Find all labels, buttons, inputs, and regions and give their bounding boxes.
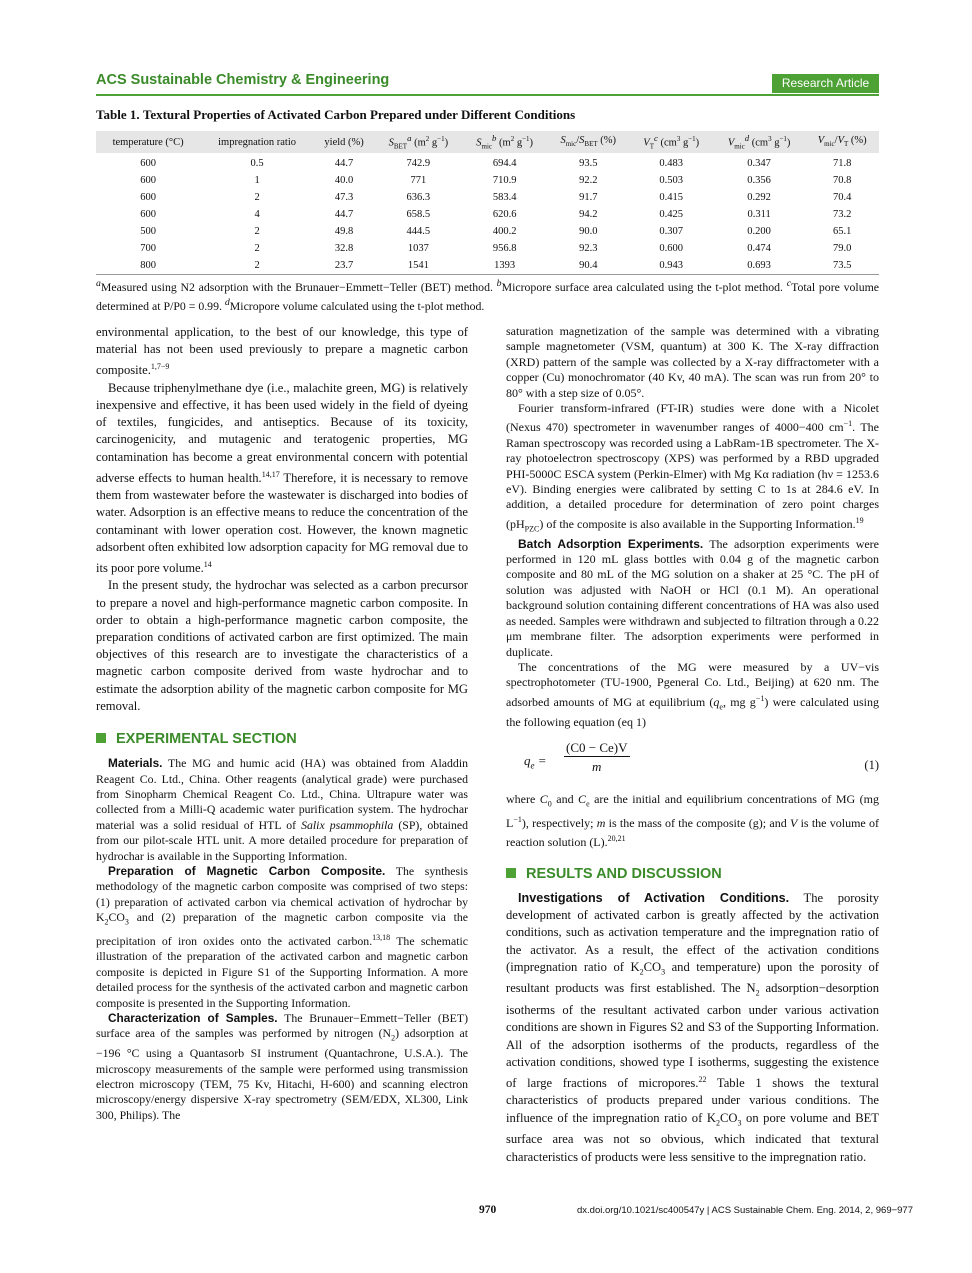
table-cell: 710.9	[492, 175, 517, 186]
equation-fraction	[564, 740, 630, 775]
table-cell: 771	[410, 175, 427, 186]
table-row	[96, 153, 879, 172]
table-cell: 600	[140, 175, 156, 186]
body-paragraph: Batch Adsorption Experiments. The adsorption experiments were performed in 120 mL glass bottles with 0.04 g of the magnetic carbon composite and 80 mL of the MG solution on a shaker at 25 °C. The pH of solution was adjusted with NaOH or HCl (0.1 M). An operational background solution containing different concentrations of HA was also used as needed. Samples were withdrawn and subjected to filtration through a 0.22 μm membrane filter. The adsorption experiments were performed in duplicate.	[506, 536, 880, 659]
table-cell: 444.5	[406, 226, 431, 237]
table-row	[96, 172, 879, 189]
table-cell: 44.7	[334, 209, 354, 220]
table-cell: 70.4	[833, 192, 852, 203]
equation-1	[506, 738, 879, 788]
table-row	[96, 189, 879, 206]
table-cell: 70.8	[833, 175, 852, 186]
body-paragraph: Materials. The MG and humic acid (HA) was obtained from Aladdin Reagent Co. Ltd., China. Other reagents (analytical grade) were purchased from Sinopharm Chemical Reagent Co. Ltd., China. Ultrapure water was collected from a Milli-Q academic water purification system. The hydrochar material was a solid residual of HTL of Salix psammophila (SP), obtained from our pilot-scale HTL unit. A more detailed procedure for preparation of hydrochar is available in the Supporting Information.	[96, 756, 468, 863]
table-row	[96, 240, 879, 257]
body-paragraph: Investigations of Activation Conditions. The porosity development of activated carbon is greatly affected by the activation conditions, such as activation temperature and the impregnation ratio of the activator. As a result, the effect of the activation conditions (impregnation ratio of $K_2CO_3$ and temperature) upon the porosity of resultant products was first established. The $N_2$ adsorption−desorption isotherms of the resultant activated carbon under various activation conditions are shown in Figures S2 and S3 of the Supporting Information. All of the adsorption isotherms of the products, regardless of the activation conditions, showed type I isotherms, suggesting the existence of large fractions of micropores.$^{22}$ Table 1 shows the textural characteristics of products prepared under various conditions. The influence of the impregnation ratio of $K_2CO_3$ on pore volume and BET surface area was not so obvious, which indicated that textural characteristics of products were less sensitive to the impregnation ratio.	[506, 890, 879, 1164]
table-cell: 1393	[462, 257, 546, 275]
section-heading-experimental: EXPERIMENTAL SECTION	[96, 731, 468, 748]
subheading-materials: Materials.	[108, 756, 163, 771]
table-cell: 0.474	[747, 243, 771, 254]
table-cell: 0.600	[659, 243, 684, 254]
body-paragraph: where $C_0$ and $C_e$ are the initial and equilibrium concentrations of MG (mg $L^{-1}$), respectively; m is the mass of the composite (g); and V is the volume of reaction solution (L).$^{20,21}$	[506, 791, 880, 850]
table-cell: 600	[140, 209, 156, 220]
table-cell: 40.0	[334, 175, 354, 186]
table-cell: 0.943	[630, 257, 713, 275]
section-heading-results: RESULTS AND DISCUSSION	[506, 867, 879, 882]
table-row	[96, 257, 879, 275]
table-cell: 0.483	[659, 158, 684, 169]
table-cell: 800	[96, 257, 200, 275]
body-paragraph: saturation magnetization of the sample was determined with a vibrating sample magnetometer (VSM, quantum) at 300 K. The X-ray diffraction (XRD) pattern of the sample was collected by a X-ray diffractometer with a copper (Cu) monochromator (40 Kv, 40 mA). The scan was run from 20° to 80° with a step size of 0.05°.	[506, 324, 879, 400]
col-vt: $V_T^c$ ($cm^3$ $g^{-1}$)	[630, 131, 713, 153]
body-paragraph: Preparation of Magnetic Carbon Composite. The synthesis methodology of the magnetic carbon composite was comprised of two steps: (1) preparation of activated carbon via chemical activation of hydrochar by $K_2CO_3$ and (2) preparation of the magnetic carbon composite via the precipitation of iron oxides onto the activated carbon.$^{13,18}$ The schematic illustration of the preparation of the activated carbon and magnetic carbon composite is depicted in Figure S1 of the Supporting Information. A more detailed process for the synthesis of the activated carbon and magnetic carbon composite is presented in the Supporting Information.	[96, 864, 468, 1010]
equation-denominator: m	[592, 759, 602, 775]
subheading-batch: Batch Adsorption Experiments.	[518, 536, 704, 551]
col-temperature: temperature (°C)	[96, 131, 200, 153]
doi-citation: dx.doi.org/10.1021/sc400547y | ACS Sustainable Chem. Eng. 2014, 2, 969−977	[577, 1205, 913, 1216]
article-type-badge: Research Article	[772, 74, 879, 93]
equation-lhs: $q_e$ =	[524, 752, 547, 771]
table-cell: 2	[254, 226, 260, 237]
section-marker-icon	[506, 868, 516, 878]
subheading-preparation: Preparation of Magnetic Carbon Composite.	[108, 864, 386, 879]
table-cell: 91.7	[579, 192, 598, 203]
table-cell: 71.8	[833, 158, 852, 169]
body-paragraph: In the present study, the hydrochar was selected as a carbon precursor to prepare a novel and high-performance magnetic carbon composite. In order to obtain a high-performance magnetic carbon composite, the preparation conditions of activated carbon are first optimized. The main objectives of this research are to investigate the characteristics of a magnetic carbon composite derived from waste hydrochar and to estimate the adsorption ability of the magnetic carbon composite for MG removal.	[96, 578, 468, 713]
subheading-investigations: Investigations of Activation Conditions.	[518, 890, 790, 905]
right-column	[506, 324, 879, 1166]
table-caption-text: Textural Properties of Activated Carbon Prepared under Different Conditions	[142, 107, 576, 122]
table-cell: 23.7	[314, 257, 374, 275]
table-cell: 658.5	[406, 209, 431, 220]
table-cell: 0.307	[659, 226, 684, 237]
table-cell: 92.2	[579, 175, 598, 186]
col-impregnation-ratio: impregnation ratio	[200, 131, 314, 153]
table-cell: 90.4	[547, 257, 630, 275]
table-cell: 1	[254, 175, 260, 186]
table-cell: 92.3	[579, 243, 598, 254]
col-smic-sbet: $S_{mic}/S_{BET}$ (%)	[547, 131, 630, 153]
subheading-characterization: Characterization of Samples.	[108, 1011, 278, 1026]
col-smic: $S_{mic}^b$ ($m^2$ $g^{-1}$)	[462, 131, 546, 153]
body-paragraph: The concentrations of the MG were measured by a UV−vis spectrophotometer (TU-1900, Pgeneral Co. Ltd., Beijing) at 620 nm. The adsorbed amounts of MG at equilibrium ($q_e$, mg $g^{-1}$) were calculated using the following equation (eq 1)	[506, 659, 879, 729]
footnote-b: Micropore surface area calculated using the t-plot method.	[501, 279, 783, 294]
table-cell: 79.0	[833, 243, 852, 254]
table-cell: 0.693	[713, 257, 806, 275]
section-marker-icon	[96, 733, 106, 743]
table-cell: 4	[254, 209, 260, 220]
col-sbet: $S_{BET}^a$ ($m^2$ $g^{-1}$)	[374, 131, 462, 153]
table-cell: 583.4	[492, 192, 517, 203]
body-paragraph: Fourier transform-infrared (FT-IR) studies were done with a Nicolet (Nexus 470) spectrometer in wavenumber ranges of 4000−400 $cm^{-1}$. The Raman spectroscopy was recorded using a LabRam-1B spectrometer. The X-ray photoelectron spectroscopy (XPS) was performed by a RBD upgraded PHI-5000C ESCA system (Perkin-Elmer) with Mg Kα radiation (hν = 1253.6 eV). Binding energies were calibrated by setting C to 1s at 284.6 eV. In addition, a detailed procedure for determination of zero point charges $(pH_{PZC})$ of the composite is also available in the Supporting Information.$^{19}$	[506, 401, 879, 534]
col-vmic: $V_{mic}^d$ ($cm^3$ $g^{-1}$)	[713, 131, 806, 153]
table-cell: 49.8	[334, 226, 354, 237]
equation-number: (1)	[864, 757, 879, 772]
table-cell: 90.0	[579, 226, 598, 237]
footnote-d: Micropore volume calculated using the t-plot method.	[229, 298, 485, 313]
table-cell: 620.6	[492, 209, 517, 220]
table-cell: 1037	[407, 243, 429, 254]
table-header-row	[96, 131, 879, 153]
table-cell: 636.3	[406, 192, 431, 203]
table-cell: 956.8	[492, 243, 517, 254]
table-cell: 93.5	[579, 158, 598, 169]
footnote-a: Measured using N2 adsorption with the Brunauer−Emmett−Teller (BET) method.	[100, 279, 493, 294]
table-cell: 0.356	[747, 175, 771, 186]
table-cell: 0.5	[250, 158, 264, 169]
table-cell: 500	[140, 226, 156, 237]
header-rule	[96, 94, 879, 96]
equation-numerator: (C0 − Ce)V	[564, 740, 630, 757]
table-cell: 1541	[374, 257, 462, 275]
col-yield: yield (%)	[314, 131, 374, 153]
table-cell: 73.5	[805, 257, 879, 275]
table-cell: 94.2	[579, 209, 598, 220]
table-cell: 47.3	[334, 192, 354, 203]
textural-properties-table	[96, 131, 879, 275]
body-paragraph: environmental application, to the best of our knowledge, this type of material has not been used previously to prepare a magnetic carbon composite.$^{1,7-9}$	[96, 325, 468, 378]
table-cell: 44.7	[334, 158, 354, 169]
table-cell: 0.415	[659, 192, 684, 203]
table-row	[96, 223, 879, 240]
table-cell: 0.425	[659, 209, 684, 220]
table-cell: 65.1	[833, 226, 852, 237]
table-cell: 0.503	[659, 175, 684, 186]
table-cell: 2	[254, 243, 260, 254]
table-cell: 742.9	[406, 158, 431, 169]
table-cell: 0.311	[747, 209, 771, 220]
table-cell: 600	[140, 158, 156, 169]
table-cell: 73.2	[833, 209, 852, 220]
table-row	[96, 206, 879, 223]
table-footnotes: $^a$Measured using N2 adsorption with the Brunauer−Emmett−Teller (BET) method. $^b$Micropore surface area calculated using the t-plot method. $^c$Total pore volume determined at P/P0 = 0.99. $^d$Micropore volume calculated using the t-plot method.	[96, 278, 879, 313]
body-paragraph: Because triphenylmethane dye (i.e., malachite green, MG) is relatively inexpensive and effective, it has been used widely in the field of dyeing of textiles, fungicides, and antiseptics. Because of its toxicity, carcinogenicity, and mutagenic and teratogenic properties, MG contamination has become a great environmental concern with potential adverse effects to human health.$^{14,17}$ Therefore, it is necessary to remove them from wastewater before the wastewater is discharged into bodies of water. Adsorption is an effective means to reduce the concentration of the contaminant with lower operation cost. However, the known magnetic adsorbent often exhibited low adsorption capacity for MG removal due to its poor pore volume.$^{14}$	[96, 380, 469, 576]
col-vmic-vt: $V_{mic}/V_T$ (%)	[805, 131, 879, 153]
table-cell: 600	[140, 192, 156, 203]
table-cell: 2	[200, 257, 314, 275]
table-caption	[96, 107, 879, 123]
table-cell: 32.8	[334, 243, 354, 254]
table-cell: 700	[140, 243, 156, 254]
body-paragraph: Characterization of Samples. The Brunauer−Emmett−Teller (BET) surface area of the samples was performed by nitrogen $(N_2)$ adsorption at −196 °C using a Quantasorb SI instrument (Quantachrone, U.S.A.). The microscopy measurements of the sample were performed using transmission electron microscopy (TEM, 75 Kv, Hitachi, H-600) and scanning electron microscopy/energy dispersive X-ray spectrometry (SEM/EDX, XL300, Link 300, Philips). The	[96, 1011, 468, 1122]
table-cell: 0.292	[747, 192, 771, 203]
footnote-c: Total pore volume determined at P/P0 = 0.99.	[96, 279, 879, 313]
journal-title: ACS Sustainable Chemistry & Engineering	[96, 72, 390, 88]
table-cell: 2	[254, 192, 260, 203]
table-cell: 400.2	[492, 226, 517, 237]
table-cell: 694.4	[492, 158, 517, 169]
page-number: 970	[479, 1204, 497, 1216]
table-cell: 0.347	[747, 158, 771, 169]
table-cell: 0.200	[747, 226, 771, 237]
left-column	[96, 324, 468, 1123]
table-caption-label: Table 1.	[96, 107, 140, 122]
